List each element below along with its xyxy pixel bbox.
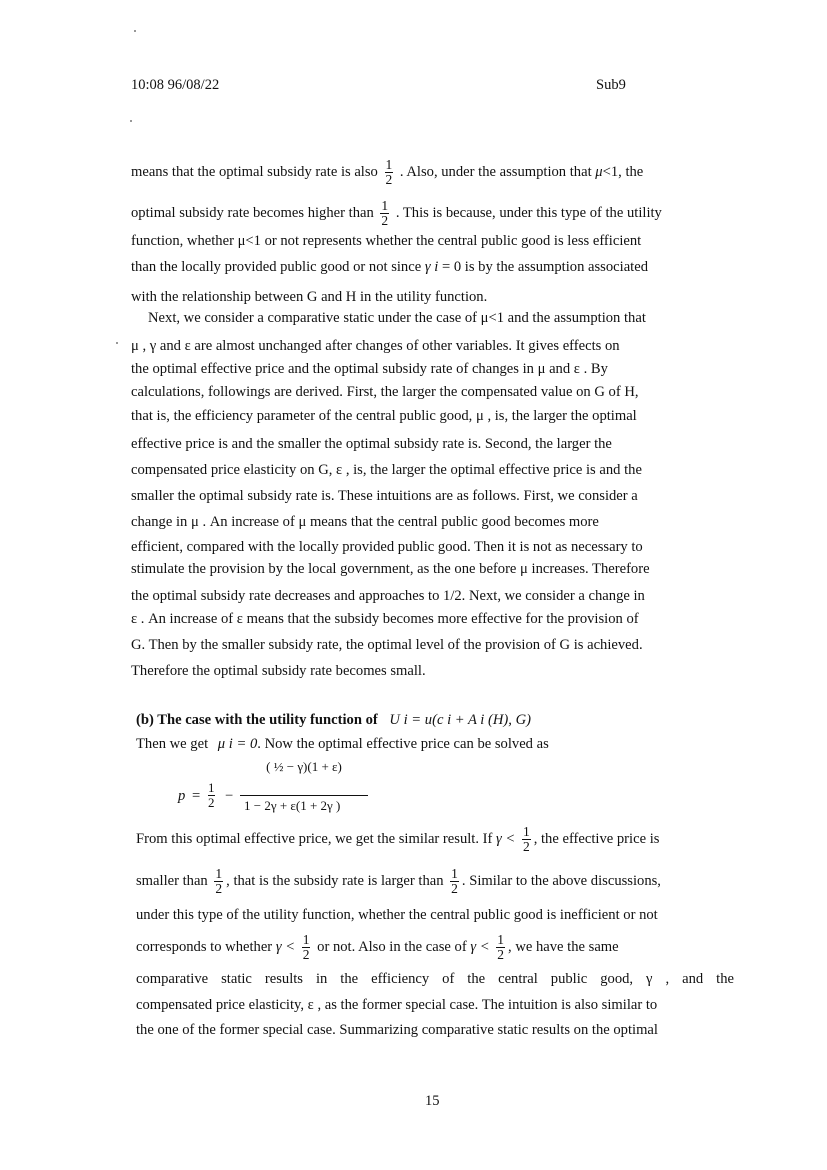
body-line: change in μ . An increase of μ means that the central public good becomes more xyxy=(131,514,599,530)
body-line: comparative static results in the efficiency of the central public good, γ , and the xyxy=(136,971,734,987)
fraction-one-half: $\frac{1}{2}$ xyxy=(522,824,530,854)
body-line: Then we get μ i = 0. Now the optimal effective price can be solved as xyxy=(136,736,549,752)
body-line: compensated price elasticity, ε , as the former special case. The intuition is also similar to xyxy=(136,997,658,1013)
formula-denominator: 1 − 2γ + ε(1 + 2γ ) xyxy=(244,798,341,813)
body-line: the optimal effective price and the optimal subsidy rate of changes in μ and ε . By xyxy=(131,361,608,377)
body-line: compensated price elasticity on G, ε , is, the larger the optimal effective price is and the xyxy=(131,462,642,478)
scan-speck xyxy=(130,120,132,122)
body-line: ε . An increase of ε means that the subsidy becomes more effective for the provision of xyxy=(131,611,639,627)
body-line: efficient, compared with the locally provided public good. Then it is not as necessary to xyxy=(131,539,643,555)
header-datetime: 10:08 96/08/22 xyxy=(131,77,220,93)
scan-speck xyxy=(134,30,136,32)
body-line: under this type of the utility function, whether the central public good is inefficient or not xyxy=(136,907,658,923)
body-line: with the relationship between G and H in the utility function. xyxy=(131,289,488,305)
body-line: From this optimal effective price, we get the similar result. If γ < $\frac{1}{2}$ , the effective price is xyxy=(136,824,660,854)
fraction-one-half: 1 2 xyxy=(208,780,215,810)
body-line: Next, we consider a comparative static under the case of μ<1 and the assumption that xyxy=(148,310,646,326)
body-line: smaller than $\frac{1}{2}$ , that is the subsidy rate is larger than $\frac{1}{2}$ . Similar to the above discussions, xyxy=(136,866,661,896)
body-line: optimal subsidy rate becomes higher than $\frac{1}{2}$ . This is because, under this type of the utility xyxy=(131,198,662,228)
body-line: means that the optimal subsidy rate is also $\frac{1}{2}$ . Also, under the assumption that μ<1, the xyxy=(131,157,644,187)
body-line: smaller the optimal subsidy rate is. These intuitions are as follows. First, we consider a xyxy=(131,488,638,504)
scan-speck xyxy=(116,342,118,344)
fraction-one-half: $\frac{1}{2}$ xyxy=(451,866,458,896)
body-line: that is, the efficiency parameter of the central public good, μ , is, the larger the optimal xyxy=(131,408,637,424)
body-line: μ , γ and ε are almost unchanged after changes of other variables. It gives effects on xyxy=(131,338,620,354)
fraction-one-half: $\frac{1}{2}$ xyxy=(497,932,505,962)
fraction-one-half: $\frac{1}{2}$ xyxy=(385,157,393,187)
body-line: effective price is and the smaller the optimal subsidy rate is. Second, the larger the xyxy=(131,436,612,452)
body-line: than the locally provided public good or not since γ i = 0 is by the assumption associated xyxy=(131,259,648,275)
body-line: the optimal subsidy rate decreases and approaches to 1/2. Next, we consider a change in xyxy=(131,588,645,604)
body-line: G. Then by the smaller subsidy rate, the optimal level of the provision of G is achieved. xyxy=(131,637,643,653)
fraction-one-half: $\frac{1}{2}$ xyxy=(215,866,223,896)
page-number: 15 xyxy=(425,1093,440,1109)
fraction-one-half: $\frac{1}{2}$ xyxy=(381,198,389,228)
fraction-one-half: $\frac{1}{2}$ xyxy=(302,932,310,962)
body-line: corresponds to whether γ < $\frac{1}{2}$ or not. Also in the case of γ < $\frac{1}{2}$ , we have the same xyxy=(136,932,619,962)
utility-formula: U i = u(c i + A i (H), G) xyxy=(389,712,531,728)
optimal-price-formula: p = 1 2 − ( ½ − γ)(1 + ε) 1 − 2γ + ε(1 + 2γ ) xyxy=(178,760,378,818)
header-doc-id: Sub9 xyxy=(596,77,626,93)
body-line: stimulate the provision by the local government, as the one before μ increases. Therefore xyxy=(131,561,650,577)
body-line: calculations, followings are derived. First, the larger the compensated value on G of H, xyxy=(131,384,639,400)
section-heading: (b) The case with the utility function of U i = u(c i + A i (H), G) xyxy=(136,712,531,728)
fraction-bar xyxy=(240,795,368,796)
body-line: function, whether μ<1 or not represents whether the central public good is less efficient xyxy=(131,233,642,249)
body-line: Therefore the optimal subsidy rate becomes small. xyxy=(131,663,426,679)
body-line: the one of the former special case. Summarizing comparative static results on the optimal xyxy=(136,1022,658,1038)
formula-numerator: ( ½ − γ)(1 + ε) xyxy=(266,759,342,774)
